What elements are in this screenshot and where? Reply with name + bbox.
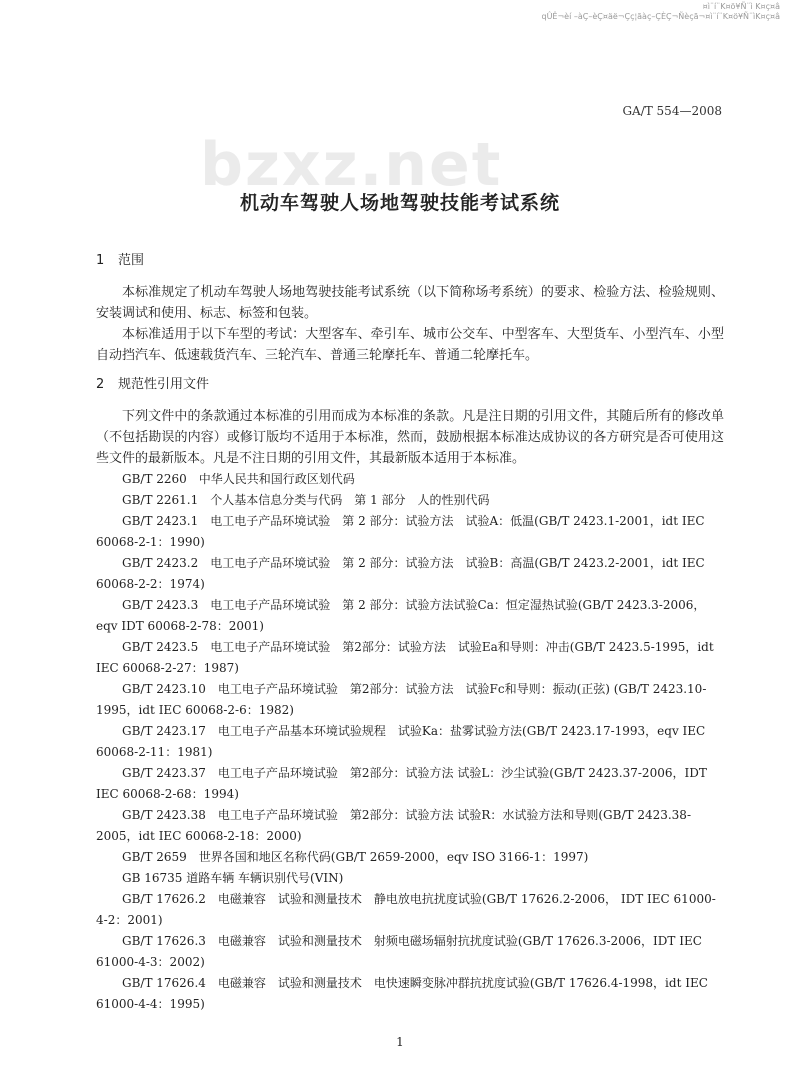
section-heading-scope bbox=[96, 250, 724, 271]
reference-item: GB/T 2423.37 电工电子产品环境试验 第2部分：试验方法 试验L：沙尘试验(GB/T 2423.37-2006，IDT IEC 60068-2-68：1994) bbox=[96, 766, 707, 801]
reference-item: GB/T 2260 中华人民共和国行政区划代码 bbox=[122, 472, 355, 486]
header-garbled-line-1: ¤ì¨í¨K¤ö¥Ñ¨ì K¤ç¤â bbox=[702, 2, 780, 11]
section-heading-normative-references bbox=[96, 374, 724, 395]
reference-item: GB/T 2423.5 电工电子产品环境试验 第2部分：试验方法 试验Ea和导则：冲击(GB/T 2423.5-1995，idt IEC 60068-2-27：1987) bbox=[96, 640, 714, 675]
reference-list bbox=[96, 469, 724, 1015]
paragraph: 下列文件中的条款通过本标准的引用而成为本标准的条款。凡是注日期的引用文件，其随后所有的修改单（不包括勘误的内容）或修订版均不适用于本标准，然而，鼓励根据本标准达成协议的各方研究是否可使用这些文件的最新版本。凡是不注日期的引用文件，其最新版本适用于本标准。 bbox=[96, 409, 724, 466]
reference-item: GB/T 2423.17 电工电子产品基本环境试验规程 试验Ka：盐雾试验方法(GB/T 2423.17-1993，eqv IEC 60068-2-11：1981) bbox=[96, 724, 706, 759]
reference-item: GB/T 17626.4 电磁兼容 试验和测量技术 电快速瞬变脉冲群抗扰度试验(GB/T 17626.4-1998，idt IEC 61000-4-4：1995) bbox=[96, 976, 708, 1011]
header-garbled-text bbox=[541, 2, 780, 22]
standard-code: GA/T 554—2008 bbox=[622, 104, 722, 118]
reference-item: GB/T 17626.3 电磁兼容 试验和测量技术 射频电磁场辐射抗扰度试验(GB/T 17626.3-2006，IDT IEC 61000-4-3：2002) bbox=[96, 934, 702, 969]
reference-item: GB/T 2423.2 电工电子产品环境试验 第 2 部分：试验方法 试验B：高温(GB/T 2423.2-2001，idt IEC 60068-2-2：1974) bbox=[96, 556, 705, 591]
reference-item: GB/T 2261.1 个人基本信息分类与代码 第 1 部分 人的性别代码 bbox=[122, 493, 490, 507]
page-number: 1 bbox=[396, 1035, 404, 1049]
section-title: 规范性引用文件 bbox=[118, 377, 210, 392]
section-number: 1 bbox=[96, 253, 105, 268]
watermark: bzxz.net bbox=[200, 130, 503, 200]
reference-item: GB/T 2423.1 电工电子产品环境试验 第 2 部分：试验方法 试验A：低温(GB/T 2423.1-2001，idt IEC 60068-2-1：1990) bbox=[96, 514, 705, 549]
reference-item: GB 16735 道路车辆 车辆识别代号(VIN) bbox=[122, 871, 344, 885]
header-garbled-line-2: qÛÊ¬èí –àÇ–èÇ¤äë¬Çç¦ãàç–ÇÈÇ¬Ñèçã¬¤ì¨í¨K¤ö¥Ñ¨ìK¤ç¤â bbox=[541, 12, 780, 21]
document-title: 机动车驾驶人场地驾驶技能考试系统 bbox=[239, 192, 560, 214]
section-number: 2 bbox=[96, 377, 105, 392]
reference-item: GB/T 17626.2 电磁兼容 试验和测量技术 静电放电抗扰度试验(GB/T 17626.2-2006， IDT IEC 61000-4-2：2001) bbox=[96, 892, 716, 927]
reference-item: GB/T 2423.3 电工电子产品环境试验 第 2 部分：试验方法试验Ca：恒定湿热试验(GB/T 2423.3-2006，eqv IDT 60068-2-78：2001) bbox=[96, 598, 706, 633]
paragraph: 本标准适用于以下车型的考试：大型客车、牵引车、城市公交车、中型客车、大型货车、小型汽车、小型自动挡汽车、低速载货汽车、三轮汽车、普通三轮摩托车、普通二轮摩托车。 bbox=[96, 327, 724, 363]
section-title: 范围 bbox=[118, 253, 145, 268]
paragraph: 本标准规定了机动车驾驶人场地驾驶技能考试系统（以下简称场考系统）的要求、检验方法、检验规则、安装调试和使用、标志、标签和包装。 bbox=[96, 285, 724, 321]
reference-item: GB/T 2423.10 电工电子产品环境试验 第2部分：试验方法 试验Fc和导则：振动(正弦) (GB/T 2423.10-1995，idt IEC 60068-2-6：1982) bbox=[96, 682, 707, 717]
reference-item: GB/T 2423.38 电工电子产品环境试验 第2部分：试验方法 试验R：水试验方法和导则(GB/T 2423.38-2005，idt IEC 60068-2-18：2000) bbox=[96, 808, 692, 843]
document-body bbox=[96, 250, 724, 1015]
reference-item: GB/T 2659 世界各国和地区名称代码(GB/T 2659-2000，eqv ISO 3166-1：1997) bbox=[122, 850, 589, 864]
